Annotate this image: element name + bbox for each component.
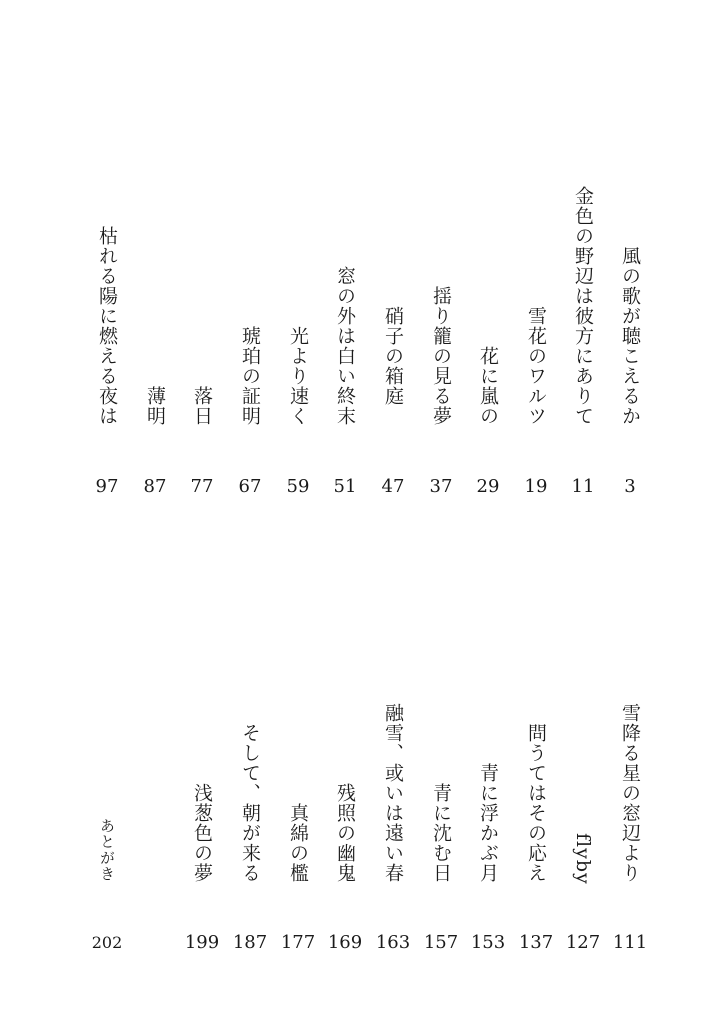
toc-title: あとがき xyxy=(98,818,116,882)
toc-title: 風の歌が聴こえるか xyxy=(619,246,641,426)
toc-page-number: 3 xyxy=(624,476,636,497)
toc-title: 硝子の箱庭 xyxy=(382,306,404,406)
toc-page-number: 19 xyxy=(524,476,548,497)
toc-title: 真綿の檻 xyxy=(287,803,309,883)
toc-title: 光より速く xyxy=(287,326,309,426)
toc-title: 残照の幽鬼 xyxy=(334,783,356,883)
toc-page-number: 47 xyxy=(381,476,405,497)
toc-page-number: 87 xyxy=(143,476,167,497)
toc-title: 落日 xyxy=(191,386,213,426)
toc-title: flyby xyxy=(572,833,594,885)
toc-page-number: 169 xyxy=(327,932,363,953)
toc-page-number: 153 xyxy=(470,932,506,953)
toc-page-number: 199 xyxy=(184,932,220,953)
toc-page-number: 29 xyxy=(476,476,500,497)
toc-title: 花に嵐の xyxy=(477,346,499,426)
toc-title: 雪花のワルツ xyxy=(525,306,547,426)
toc-page-number: 137 xyxy=(518,932,554,953)
toc-title: 窓の外は白い終末 xyxy=(334,266,356,426)
toc-title: 枯れる陽に燃える夜は xyxy=(96,226,118,426)
toc-title: そして、朝が来る xyxy=(239,723,261,883)
toc-page-number: 177 xyxy=(280,932,316,953)
toc-title: 青に沈む日 xyxy=(430,783,452,883)
toc-page-number: 163 xyxy=(375,932,411,953)
toc-page-number: 67 xyxy=(238,476,262,497)
toc-title: 揺り籠の見る夢 xyxy=(430,286,452,426)
toc-page-number: 127 xyxy=(565,932,601,953)
toc-page-number: 187 xyxy=(232,932,268,953)
toc-page-number: 51 xyxy=(333,476,357,497)
toc-title: 琥珀の証明 xyxy=(239,326,261,426)
toc-title: 融雪、或いは遠い春 xyxy=(382,703,404,883)
toc-page-number: 77 xyxy=(190,476,214,497)
toc-page-number: 157 xyxy=(423,932,459,953)
toc-title: 薄明 xyxy=(144,386,166,426)
toc-page-number: 37 xyxy=(429,476,453,497)
toc-page-number: 11 xyxy=(571,476,595,497)
toc-title: 金色の野辺は彼方にありて xyxy=(572,186,594,426)
toc-title: 青に浮かぶ月 xyxy=(477,763,499,883)
toc-title: 浅葱色の夢 xyxy=(191,783,213,883)
toc-page-number: 97 xyxy=(95,476,119,497)
toc-page-number: 111 xyxy=(612,932,648,953)
toc-page-number: 59 xyxy=(286,476,310,497)
toc-title: 問うてはその応え xyxy=(525,723,547,883)
toc-page-number: 202 xyxy=(91,933,123,952)
toc-title: 雪降る星の窓辺より xyxy=(619,703,641,883)
